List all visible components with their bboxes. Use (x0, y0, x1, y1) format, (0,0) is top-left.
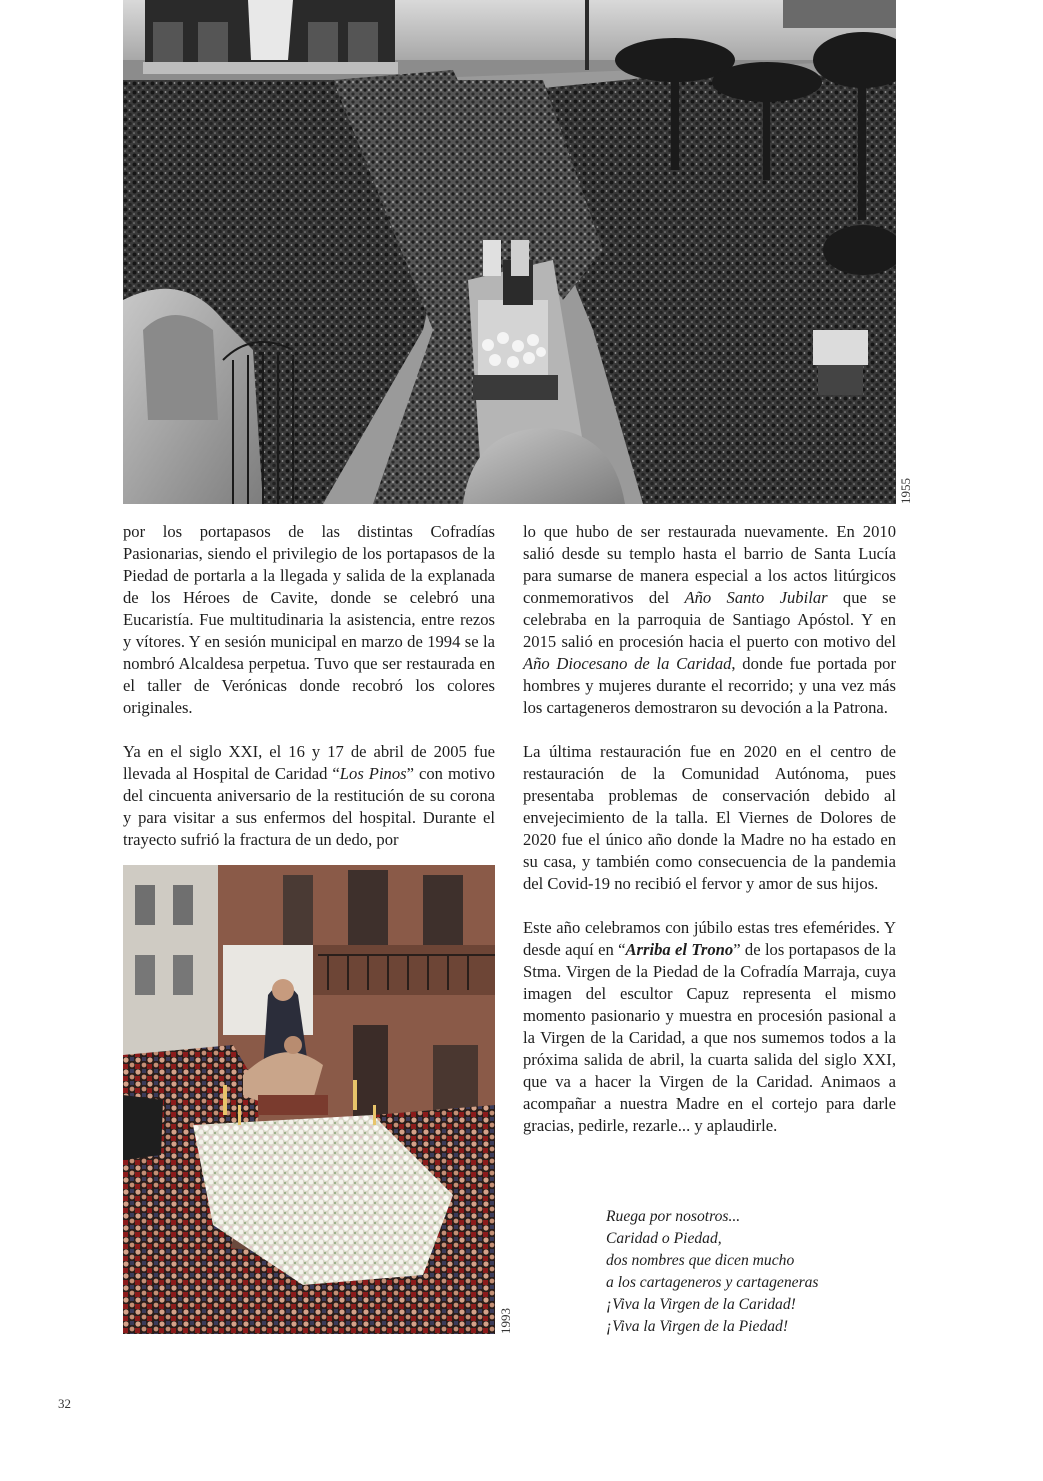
poem-line: Caridad o Piedad, (606, 1230, 722, 1247)
photo-year-1955: 1955 (898, 478, 913, 504)
poem-line: ¡Viva la Virgen de la Piedad! (606, 1318, 789, 1335)
right-column (523, 521, 896, 1137)
procession-photo-1955 (123, 0, 896, 504)
poem-line: a los cartageneros y cartageneras (606, 1274, 819, 1291)
poem-line: dos nombres que dicen mucho (606, 1252, 795, 1269)
photo-year-1993: 1993 (498, 1308, 513, 1334)
left-paragraph-2: Ya en el siglo XXI, el 16 y 17 de abril de 2005 fue llevada al Hospital de Caridad “Los Pinos” con motivo del cincuenta aniversario de la restitución de su corona y para visitar a sus enfermos del hospital. Durante el trayecto sufrió la fractura de un dedo, por (123, 742, 495, 849)
procession-photo-1993 (123, 865, 495, 1334)
right-paragraph-1: lo que hubo de ser restaurada nuevamente. En 2010 salió desde su templo hasta el barrio de Santa Lucía para sumarse de manera especial a los actos litúrgicos conmemorativos del Año Santo Jubilar que se celebraba en la parroquia de Santiago Apóstol. Y en 2015 salió en procesión hacia el puerto con motivo del Año Diocesano de la Caridad, donde fue portada por hombres y mujeres durante el recorrido; y una vez más los cartageneros demostraron su devoción a la Patrona. (523, 522, 897, 717)
right-paragraph-3: Este año celebramos con júbilo estas tres efemérides. Y desde aquí en “Arriba el Trono” de los portapasos de la Stma. Virgen de la Piedad de la Cofradía Marraja, cuya imagen del escultor Capuz representa el mismo momento pasionario y muestra en procesión pasional a la Virgen de la Caridad, a que nos sumemos todos a la próxima salida de abril, la cuarta salida del siglo XXI, que va a hacer la Virgen de la Caridad. Animaos a acompañar a nuestra Madre en el cortejo para darle gracias, pedirle, rezarle... y aplaudirle. (523, 918, 897, 1135)
right-paragraph-2: La última restauración fue en 2020 en el centro de restauración de la Comunidad Autónoma, pues presentaba problemas de conservación debido al envejecimiento de la talla. El Viernes de Dolores de 2020 fue el único año donde la Madre no ha estado en su casa, y también como consecuencia de la pandemia del Covid-19 no recibió el fervor y amor de sus hijos. (523, 742, 896, 893)
poem-line: Ruega por nosotros... (606, 1208, 741, 1225)
page-number: 32 (58, 1396, 71, 1411)
closing-poem (606, 1206, 819, 1338)
poem-line: ¡Viva la Virgen de la Caridad! (606, 1296, 796, 1313)
left-column (123, 521, 495, 851)
left-paragraph-1: por los portapasos de las distintas Cofradías Pasionarias, siendo el privilegio de los portapasos de la Piedad de portarla a la llegada y salida de la explanada de los Héroes de Cavite, donde se celebró una Eucaristía. Fue multitudinaria la asistencia, entre rezos y vítores. Y en sesión municipal en marzo de 1994 se la nombró Alcaldesa perpetua. Tuvo que ser restaurada en el taller de Verónicas donde recobró los colores originales. (123, 522, 495, 717)
